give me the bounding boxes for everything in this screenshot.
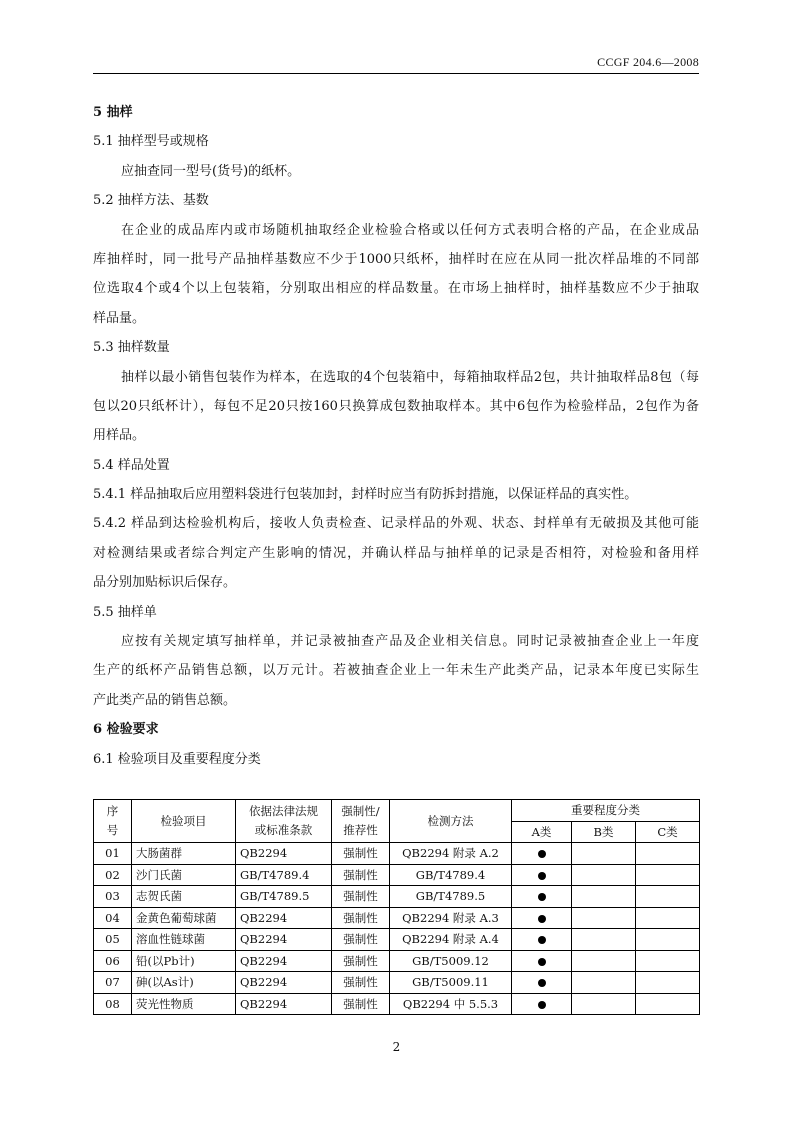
- filled-dot-icon: [538, 915, 546, 923]
- section-5-4-heading: 5.4 样品处置: [93, 457, 170, 473]
- row-class-a: [512, 864, 572, 886]
- row-number: 05: [94, 929, 132, 951]
- row-basis: QB2294: [236, 993, 332, 1015]
- row-item: 金黄色葡萄球菌: [132, 907, 236, 929]
- paragraph-line: 应按有关规定填写抽样单，并记录被抽查产品及企业相关信息。同时记录被抽查企业上一年度: [121, 634, 699, 650]
- row-item: 大肠菌群: [132, 843, 236, 865]
- filled-dot-icon: [538, 958, 546, 966]
- section-5-1-text: 应抽查同一型号(货号)的纸杯。: [121, 163, 301, 179]
- row-class-a: [512, 843, 572, 865]
- row-number: 02: [94, 864, 132, 886]
- row-item: 铅(以Pb计): [132, 950, 236, 972]
- row-type: 强制性: [332, 864, 390, 886]
- row-method: GB/T4789.4: [390, 864, 512, 886]
- filled-dot-icon: [538, 979, 546, 987]
- table-row: [94, 886, 700, 908]
- row-class-b: [572, 907, 636, 929]
- row-class-c: [636, 950, 700, 972]
- row-type: 强制性: [332, 843, 390, 865]
- header-seq: [94, 800, 132, 843]
- header-mandatory-line2: 推荐性: [343, 823, 378, 837]
- row-class-c: [636, 929, 700, 951]
- header-class-a: A类: [512, 821, 572, 843]
- row-type: 强制性: [332, 972, 390, 994]
- row-type: 强制性: [332, 950, 390, 972]
- paragraph-line: 产此类产品的销售总额。: [93, 692, 237, 708]
- table-row: [94, 993, 700, 1015]
- row-number: 04: [94, 907, 132, 929]
- row-item: 砷(以As计): [132, 972, 236, 994]
- row-basis: QB2294: [236, 843, 332, 865]
- row-class-a: [512, 950, 572, 972]
- inspection-items-table: [93, 799, 700, 1015]
- paragraph-line: 样品量。: [93, 310, 146, 326]
- filled-dot-icon: [538, 850, 546, 858]
- section-5-4-1-text: 5.4.1 样品抽取后应用塑料袋进行包装加封，封样时应当有防拆封措施，以保证样品的真实性。: [93, 487, 638, 503]
- header-class-c: C类: [636, 821, 700, 843]
- section-5-1-heading: 5.1 抽样型号或规格: [93, 134, 209, 150]
- row-class-b: [572, 950, 636, 972]
- row-item: 荧光性物质: [132, 993, 236, 1015]
- row-method: QB2294 附录 A.2: [390, 843, 512, 865]
- section-5-3-paragraph: [93, 363, 699, 451]
- row-number: 06: [94, 950, 132, 972]
- header-mandatory: [332, 800, 390, 843]
- row-class-c: [636, 907, 700, 929]
- row-class-c: [636, 864, 700, 886]
- header-mandatory-line1: 强制性/: [341, 804, 380, 818]
- section-5-2-paragraph: [93, 216, 699, 334]
- paragraph-line: 生产的纸杯产品销售总额，以万元计。若被抽查企业上一年未生产此类产品，记录本年度已实际生: [93, 663, 699, 679]
- section-5-4-2-paragraph: [93, 509, 699, 597]
- row-method: QB2294 附录 A.3: [390, 907, 512, 929]
- row-item: 沙门氏菌: [132, 864, 236, 886]
- row-basis: QB2294: [236, 972, 332, 994]
- row-class-b: [572, 993, 636, 1015]
- section-5-heading: 5 抽样: [93, 105, 133, 120]
- row-type: 强制性: [332, 886, 390, 908]
- filled-dot-icon: [538, 936, 546, 944]
- paragraph-line: 5.4.2 样品到达检验机构后，接收人负责检查、记录样品的外观、状态、封样单有无破损及其他可能: [93, 516, 699, 532]
- header-basis-line1: 依据法律法规: [249, 804, 318, 818]
- row-method: GB/T5009.12: [390, 950, 512, 972]
- header-basis: [236, 800, 332, 843]
- row-type: 强制性: [332, 929, 390, 951]
- paragraph-line: 位选取4个或4个以上包装箱，分别取出相应的样品数量。在市场上抽样时，抽样基数应不少于抽取: [93, 281, 699, 297]
- page-number: 2: [392, 1040, 401, 1054]
- row-item: 志贺氏菌: [132, 886, 236, 908]
- row-class-b: [572, 886, 636, 908]
- section-5-5-heading: 5.5 抽样单: [93, 604, 157, 620]
- row-number: 01: [94, 843, 132, 865]
- row-basis: GB/T4789.5: [236, 886, 332, 908]
- row-number: 03: [94, 886, 132, 908]
- table-row: [94, 950, 700, 972]
- row-type: 强制性: [332, 907, 390, 929]
- paragraph-line: 包以20只纸杯计），每包不足20只按160只换算成包数抽取样本。其中6包作为检验样品，2包作为备: [93, 398, 699, 414]
- row-number: 08: [94, 993, 132, 1015]
- row-class-b: [572, 843, 636, 865]
- row-class-c: [636, 972, 700, 994]
- table-row: [94, 864, 700, 886]
- row-number: 07: [94, 972, 132, 994]
- table-row: [94, 929, 700, 951]
- table-row: [94, 907, 700, 929]
- row-class-a: [512, 972, 572, 994]
- row-class-c: [636, 886, 700, 908]
- section-5-2-heading: 5.2 抽样方法、基数: [93, 193, 209, 209]
- section-6-heading: 6 检验要求: [93, 722, 159, 738]
- header-class-b: B类: [572, 821, 636, 843]
- row-class-a: [512, 929, 572, 951]
- table-row: [94, 843, 700, 865]
- paragraph-line: 对检测结果或者综合判定产生影响的情况，并确认样品与抽样单的记录是否相符，对检验和备用样: [93, 545, 699, 561]
- filled-dot-icon: [538, 893, 546, 901]
- row-method: GB/T4789.5: [390, 886, 512, 908]
- row-item: 溶血性链球菌: [132, 929, 236, 951]
- table-row: [94, 972, 700, 994]
- row-basis: QB2294: [236, 929, 332, 951]
- row-class-c: [636, 993, 700, 1015]
- paragraph-line: 库抽样时，同一批号产品抽样基数应不少于1000只纸杯，抽样时在应在从同一批次样品堆的不同部: [93, 251, 699, 267]
- table-body: [94, 843, 700, 1015]
- standard-code: CCGF 204.6—2008: [597, 55, 699, 69]
- document-body: [93, 98, 699, 774]
- row-class-b: [572, 929, 636, 951]
- header-basis-line2: 或标准条款: [254, 823, 313, 837]
- row-type: 强制性: [332, 993, 390, 1015]
- paragraph-line: 在企业的成品库内或市场随机抽取经企业检验合格或以任何方式表明合格的产品，在企业成品: [121, 222, 699, 238]
- row-class-a: [512, 886, 572, 908]
- paragraph-line: 品分别加贴标识后保存。: [93, 575, 237, 591]
- header-seq-line1: 序: [106, 804, 119, 818]
- row-method: GB/T5009.11: [390, 972, 512, 994]
- section-6-1-heading: 6.1 检验项目及重要程度分类: [93, 751, 261, 767]
- row-class-b: [572, 972, 636, 994]
- row-basis: GB/T4789.4: [236, 864, 332, 886]
- row-class-b: [572, 864, 636, 886]
- filled-dot-icon: [538, 1001, 546, 1009]
- table-header-row: [94, 800, 700, 822]
- row-method: QB2294 附录 A.4: [390, 929, 512, 951]
- row-basis: QB2294: [236, 907, 332, 929]
- filled-dot-icon: [538, 872, 546, 880]
- row-class-c: [636, 843, 700, 865]
- row-basis: QB2294: [236, 950, 332, 972]
- header-method: 检测方法: [390, 800, 512, 843]
- row-class-a: [512, 993, 572, 1015]
- section-5-3-heading: 5.3 抽样数量: [93, 340, 170, 356]
- paragraph-line: 用样品。: [93, 428, 146, 444]
- row-method: QB2294 中 5.5.3: [390, 993, 512, 1015]
- section-5-5-paragraph: [93, 627, 699, 715]
- header-seq-line2: 号: [106, 823, 119, 837]
- header-rule: [93, 73, 699, 74]
- header-importance: 重要程度分类: [512, 800, 700, 822]
- paragraph-line: 抽样以最小销售包装作为样本，在选取的4个包装箱中，每箱抽取样品2包，共计抽取样品8包（每: [121, 369, 699, 385]
- header-item: 检验项目: [132, 800, 236, 843]
- row-class-a: [512, 907, 572, 929]
